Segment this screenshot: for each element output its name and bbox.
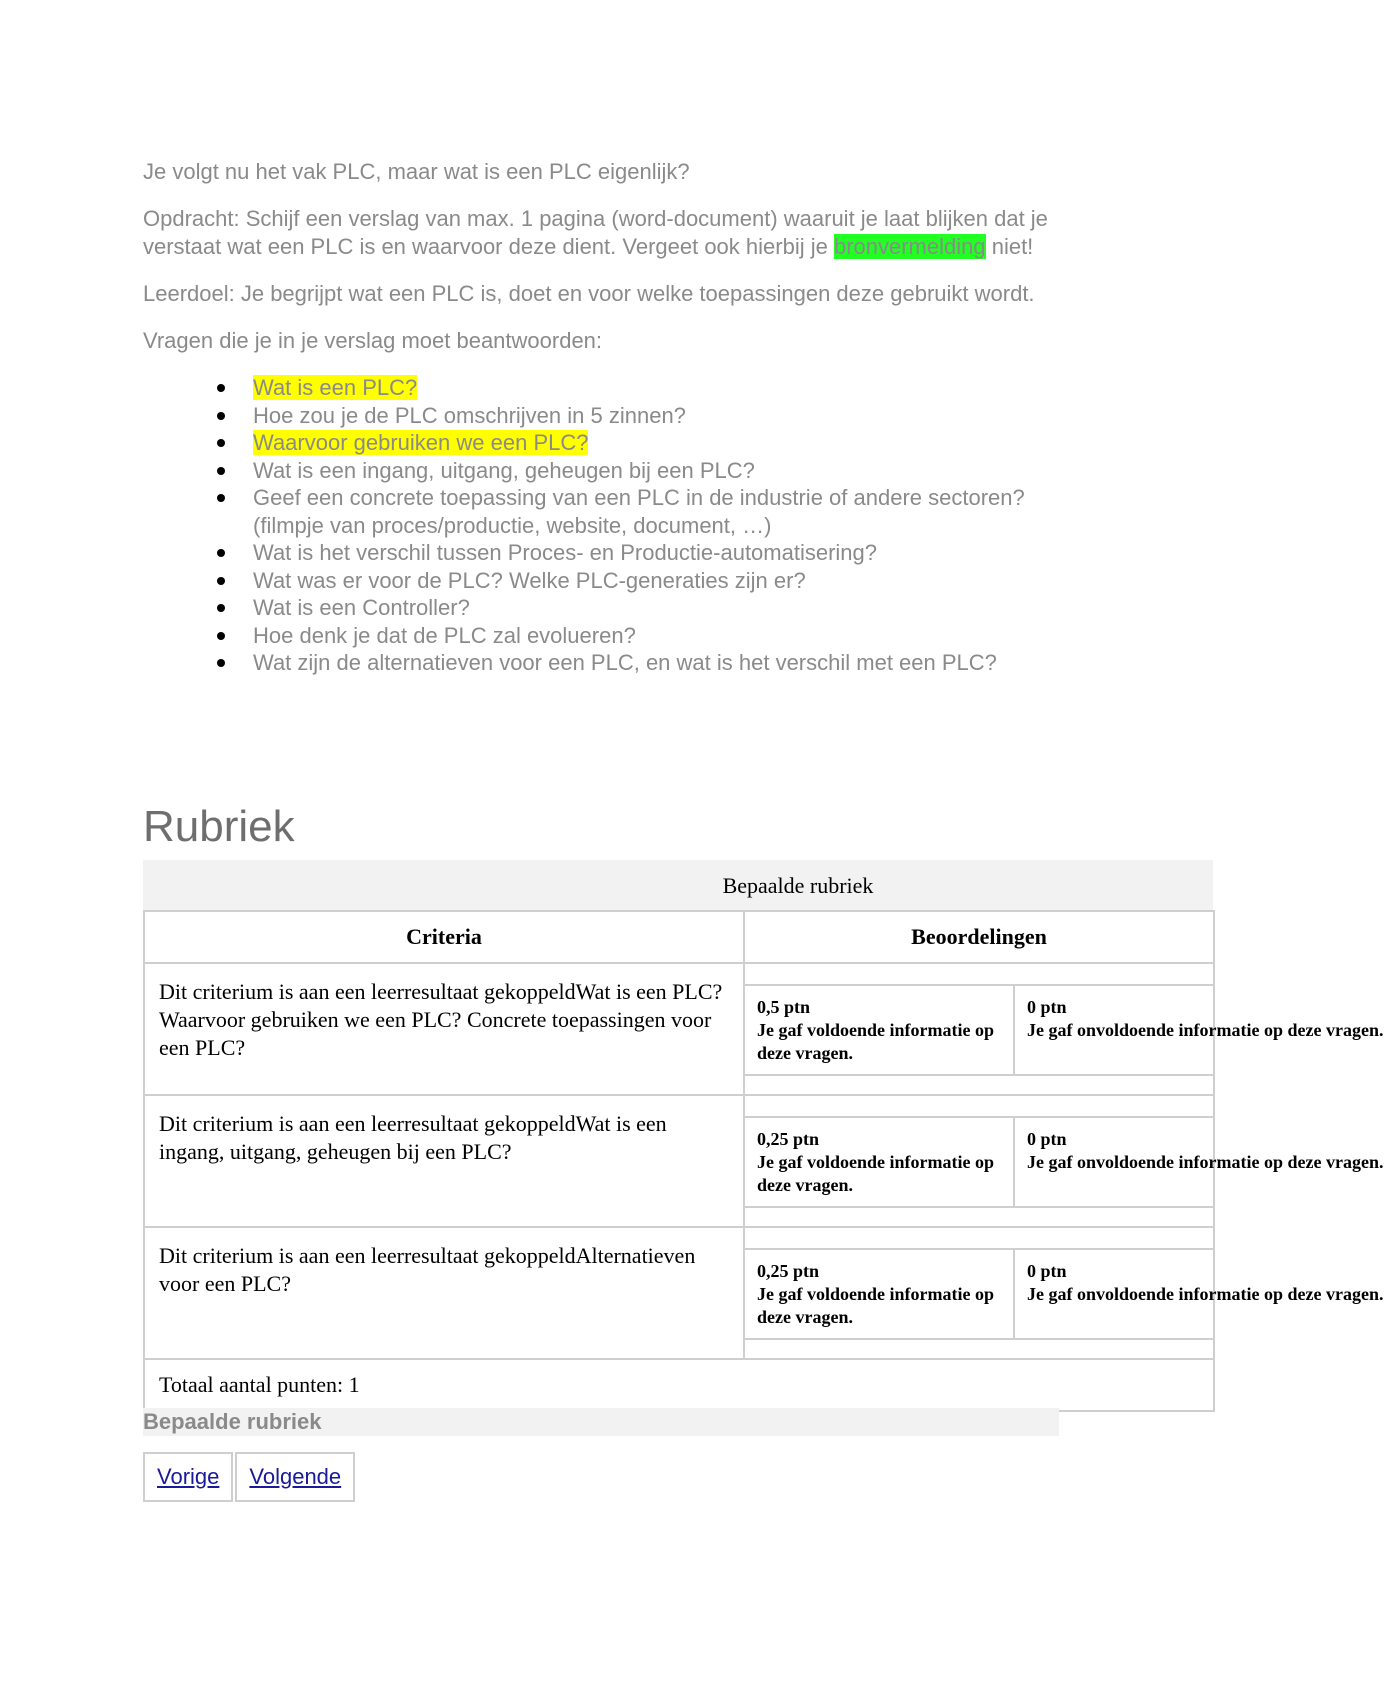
rubric-footer-caption: Bepaalde rubriek: [143, 1408, 1059, 1436]
opdracht-paragraph: [143, 205, 1063, 261]
rating-points: 0,25 ptn: [757, 1129, 820, 1149]
opdracht-end: niet!: [985, 234, 1034, 259]
list-item: Hoe denk je dat de PLC zal evolueren?: [253, 622, 1063, 650]
opdracht-text: Opdracht: Schijf een verslag van max. 1 pagina (word-document) waaruit je laat blijken dat je verstaat wat een PLC is en waarvoor deze dient. Vergeet ook hierbij je: [143, 206, 1048, 259]
question-list: [143, 374, 1063, 677]
vragen-intro: Vragen die je in je verslag moet beantwoorden:: [143, 328, 603, 353]
criterion-cell: Dit criterium is aan een leerresultaat gekoppeldWat is een ingang, uitgang, geheugen bij een PLC?: [144, 1095, 744, 1227]
rating-description: Je gaf voldoende informatie op deze vragen.: [757, 1020, 994, 1063]
bronvermelding-highlight: bronvermelding: [833, 234, 986, 259]
criterion-cell: Dit criterium is aan een leerresultaat gekoppeldAlternatieven voor een PLC?: [144, 1227, 744, 1359]
list-item: [253, 374, 1063, 402]
criterion-cell: Dit criterium is aan een leerresultaat gekoppeldWat is een PLC? Waarvoor gebruiken we een PLC? Concrete toepassingen voor een PLC?: [144, 963, 744, 1095]
rating-points: 0 ptn: [1027, 1261, 1067, 1281]
ratings-header: Beoordelingen: [744, 911, 1214, 963]
rating-row: [745, 1248, 1384, 1340]
table-row: [144, 1227, 1214, 1359]
rating-description: Je gaf onvoldoende informatie op deze vragen.: [1027, 1020, 1384, 1040]
rating-description: Je gaf voldoende informatie op deze vragen.: [757, 1284, 994, 1327]
rating-points: 0,5 ptn: [757, 997, 811, 1017]
list-item: [253, 429, 1063, 457]
question-highlight: Wat is een PLC?: [253, 375, 418, 400]
rating-insufficient: [1013, 986, 1384, 1074]
list-item: Wat zijn de alternatieven voor een PLC, en wat is het verschil met een PLC?: [253, 649, 1063, 677]
intro-line: Je volgt nu het vak PLC, maar wat is een PLC eigenlijk?: [143, 159, 690, 184]
list-item: Wat is het verschil tussen Proces- en Productie-automatisering?: [253, 539, 1063, 567]
ratings-cell: [744, 1095, 1384, 1227]
rubric-table-wrapper: [143, 860, 1384, 1412]
rubric-table: [143, 910, 1384, 1412]
criteria-header: Criteria: [144, 911, 744, 963]
question-highlight: Waarvoor gebruiken we een PLC?: [253, 430, 589, 455]
rubric-heading: Rubriek: [143, 802, 295, 851]
rating-row: [745, 1116, 1384, 1208]
rating-sufficient: [745, 1118, 1013, 1206]
list-item: Wat was er voor de PLC? Welke PLC-generaties zijn er?: [253, 567, 1063, 595]
previous-link[interactable]: Vorige: [143, 1452, 233, 1502]
next-link[interactable]: Volgende: [235, 1452, 355, 1502]
list-item: Hoe zou je de PLC omschrijven in 5 zinnen?: [253, 402, 1063, 430]
rating-points: 0 ptn: [1027, 1129, 1067, 1149]
rating-row: [745, 984, 1384, 1076]
rating-insufficient: [1013, 1250, 1384, 1338]
rating-points: 0,25 ptn: [757, 1261, 820, 1281]
rating-points: 0 ptn: [1027, 997, 1067, 1017]
rating-sufficient: [745, 986, 1013, 1074]
assignment-text: [143, 158, 1063, 677]
rating-description: Je gaf onvoldoende informatie op deze vragen.: [1027, 1284, 1384, 1304]
table-row: [144, 1359, 1214, 1411]
rating-sufficient: [745, 1250, 1013, 1338]
ratings-cell: [744, 1227, 1384, 1359]
total-points: Totaal aantal punten: 1: [144, 1359, 1214, 1411]
rating-description: Je gaf onvoldoende informatie op deze vragen.: [1027, 1152, 1384, 1172]
rubric-caption: Bepaalde rubriek: [143, 860, 1213, 910]
list-item: Geef een concrete toepassing van een PLC in de industrie of andere sectoren? (filmpje van proces/productie, website, document, …): [253, 484, 1063, 539]
leerdoel-paragraph: Leerdoel: Je begrijpt wat een PLC is, doet en voor welke toepassingen deze gebruikt wordt.: [143, 281, 1035, 306]
ratings-cell: [744, 963, 1384, 1095]
list-item: Wat is een ingang, uitgang, geheugen bij een PLC?: [253, 457, 1063, 485]
list-item: Wat is een Controller?: [253, 594, 1063, 622]
table-row: [144, 963, 1214, 1095]
navigation-links: [143, 1452, 357, 1502]
table-row: [144, 1095, 1214, 1227]
rating-insufficient: [1013, 1118, 1384, 1206]
rating-description: Je gaf voldoende informatie op deze vragen.: [757, 1152, 994, 1195]
